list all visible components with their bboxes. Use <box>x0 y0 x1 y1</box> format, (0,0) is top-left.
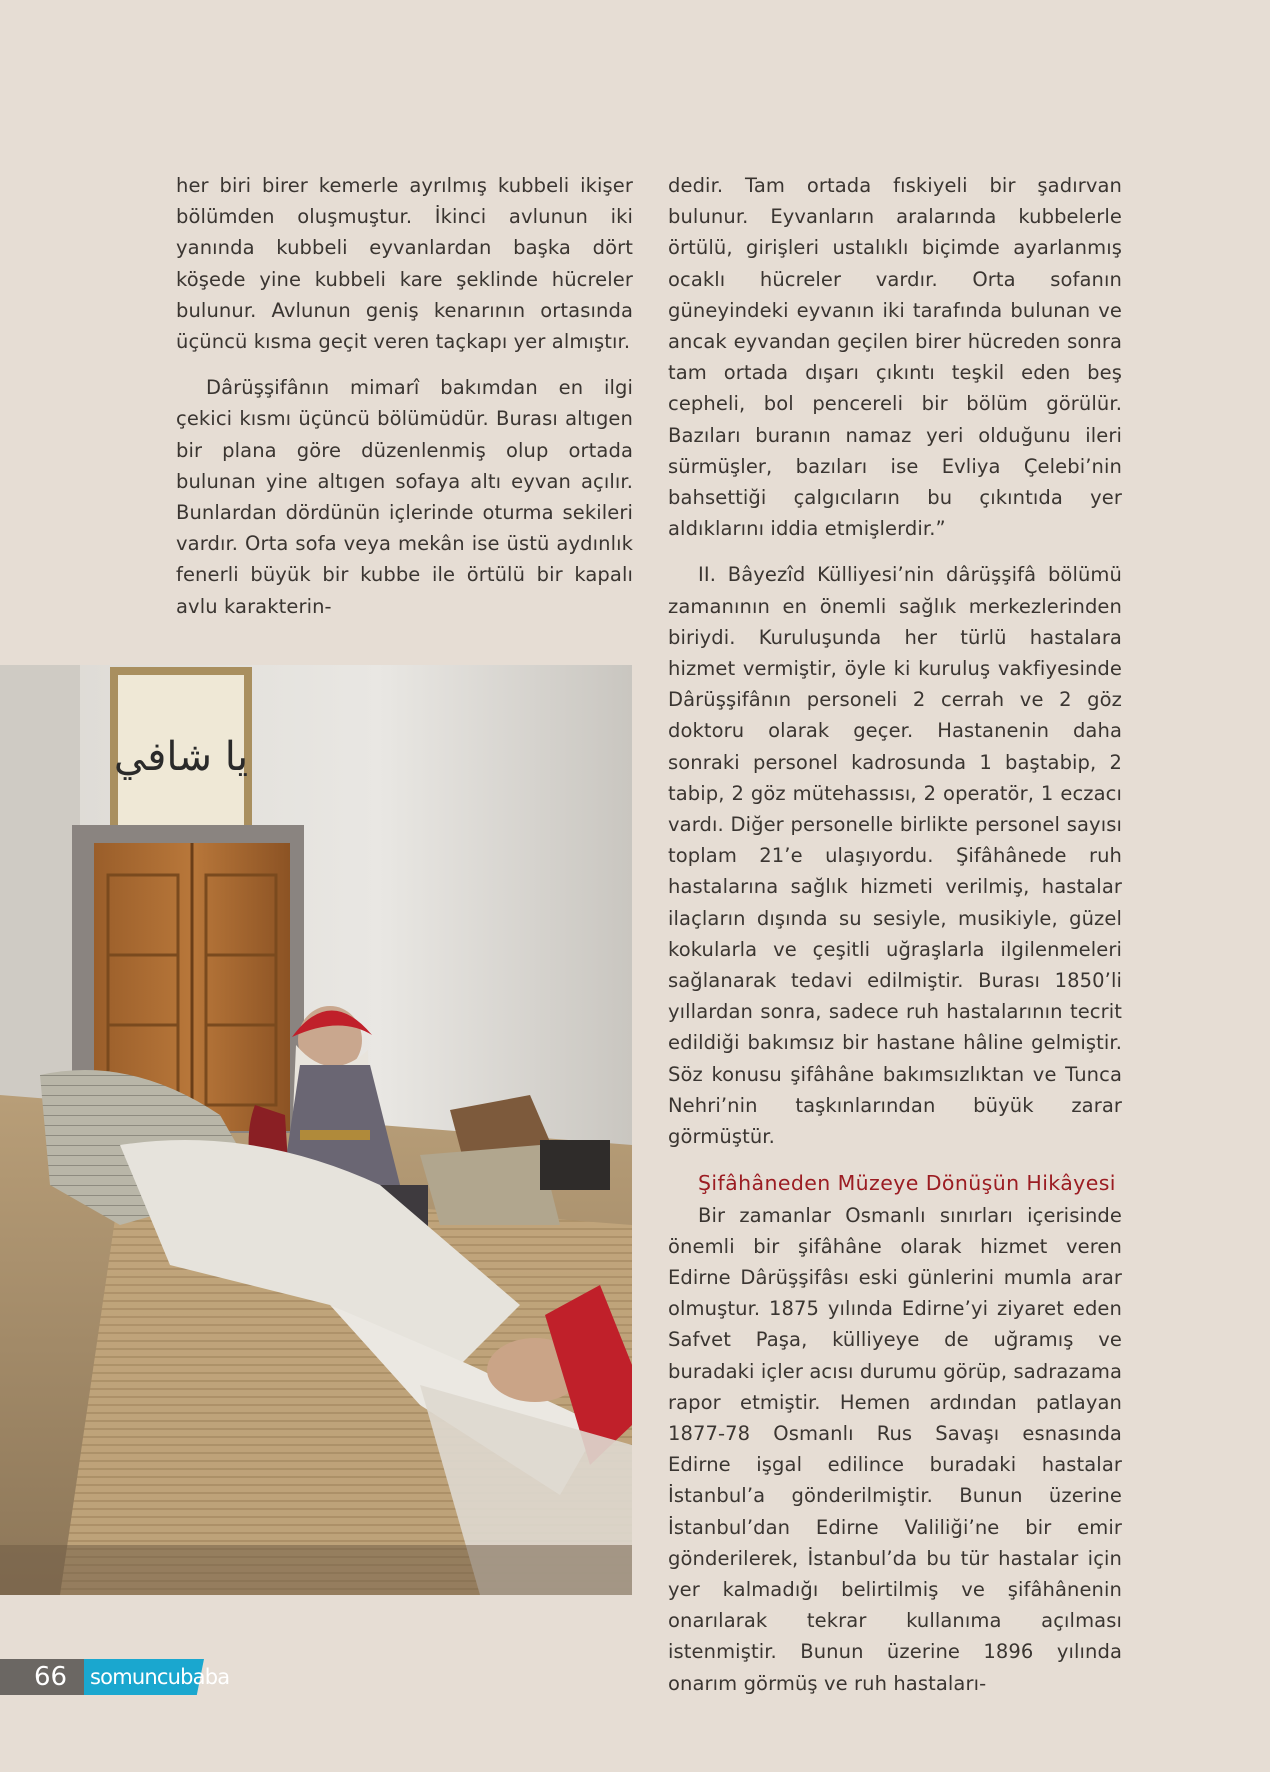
calligraphy: يا شافي <box>113 734 249 780</box>
section-heading: Şifâhâneden Müzeye Dönüşün Hikâyesi <box>698 1171 1116 1196</box>
right-column <box>668 170 1122 1699</box>
page-number: 66 <box>34 1662 68 1692</box>
paragraph: Dârüşşifânın mimarî bakımdan en ilgi çekici kısmı üçüncü bölümüdür. Burası altıgen bir plana göre düzenlenmiş olup ortada bulunan yine altıgen sofaya altı eyvan açılır. Bunlardan dördünün içlerinde oturma sekileri vardır. Orta sofa veya mekân ise üstü aydınlık fenerli büyük bir kubbe ile örtülü bir kapalı avlu karakterin- <box>176 376 633 618</box>
paragraph: her biri birer kemerle ayrılmış kubbeli ikişer bölümden oluşmuştur. İkinci avlunun iki yanında kubbeli eyvanlardan başka dört köşede yine kubbeli kare şeklinde hücreler bulunur. Avlunun geniş kenarının ortasında üçüncü kısma geçit veren taçkapı yer almıştır. <box>176 174 633 354</box>
page-footer <box>0 1659 230 1695</box>
paragraph: II. Bâyezîd Külliyesi’nin dârüşşifâ bölümü zamanının en önemli sağlık merkezlerinden biriydi. Kuruluşunda her türlü hastalara hizmet vermiştir, öyle ki kuruluş vakfiyesinde Dârüşşifânın personeli 2 cerrah ve 2 göz doktoru olarak geçer. Hastanenin daha sonraki personel kadrosunda 1 baştabip, 2 tabip, 2 göz mütehassısı, 2 operatör, 1 eczacı vardı. Diğer personelle birlikte personel sayısı toplam 21’e ulaşıyordu. Şifâhânede ruh hastalarına sağlık hizmeti verilmiş, hastalar ilaçların dışında su sesiyle, musikiyle, güzel kokularla ve çeşitli uğraşlarla ilgilenmeleri sağlanarak tedavi edilmiştir. Burası 1850’li yıllardan sonra, sadece ruh hastalarının tecrit edildiği bakımsız bir hastane hâline gelmiştir. Söz konusu şifâhâne bakımsızlıktan ve Tunca Nehri’nin taşkınlarından büyük zarar görmüştür. <box>668 563 1122 1149</box>
paragraph: dedir. Tam ortada fıskiyeli bir şadırvan bulunur. Eyvanların aralarında kubbelerle örtülü, girişleri ustalıklı biçimde ayarlanmış ocaklı hücreler vardır. Orta sofanın güneyindeki eyvanın iki tarafında bulunan ve ancak eyvandan geçilen birer hücreden sonra tam ortada dışarı çıkıntı teşkil eden beş cepheli, bol pencereli bir bölüm görülür. Bazıları buranın namaz yeri olduğunu ileri sürmüşler, bazıları ise Evliya Çelebi’nin bahsettiği çalgıcıların bu çıkıntıda yer aldıklarını iddia etmişlerdir.” <box>668 174 1122 541</box>
left-column <box>176 170 633 622</box>
brand-logo: somuncubaba <box>90 1665 230 1689</box>
paragraph: Bir zamanlar Osmanlı sınırları içerisinde önemli bir şifâhâne olarak hizmet veren Edirne Dârüşşifâsı eski günlerini mumla arar olmuştur. 1875 yılında Edirne’yi ziyaret eden Safvet Paşa, külliyeye de uğramış ve buradaki içler acısı durumu görüp, sadrazama rapor etmiştir. Hemen ardından patlayan 1877-78 Osmanlı Rus Savaşı esnasında Edirne işgal edilince buradaki hastalar İstanbul’a gönderilmiştir. Bunun üzerine İstanbul’dan Edirne Valiliği’ne bir emir gönderilerek, İstanbul’da bu tür hastalar için yer kalmadığı belirtilmiş ve şifâhânenin onarılarak tekrar kullanıma açılması istenmiştir. Bunun üzerine 1896 yılında onarım görmüş ve ruh hastaları- <box>668 1203 1122 1695</box>
museum-photo <box>0 665 632 1595</box>
